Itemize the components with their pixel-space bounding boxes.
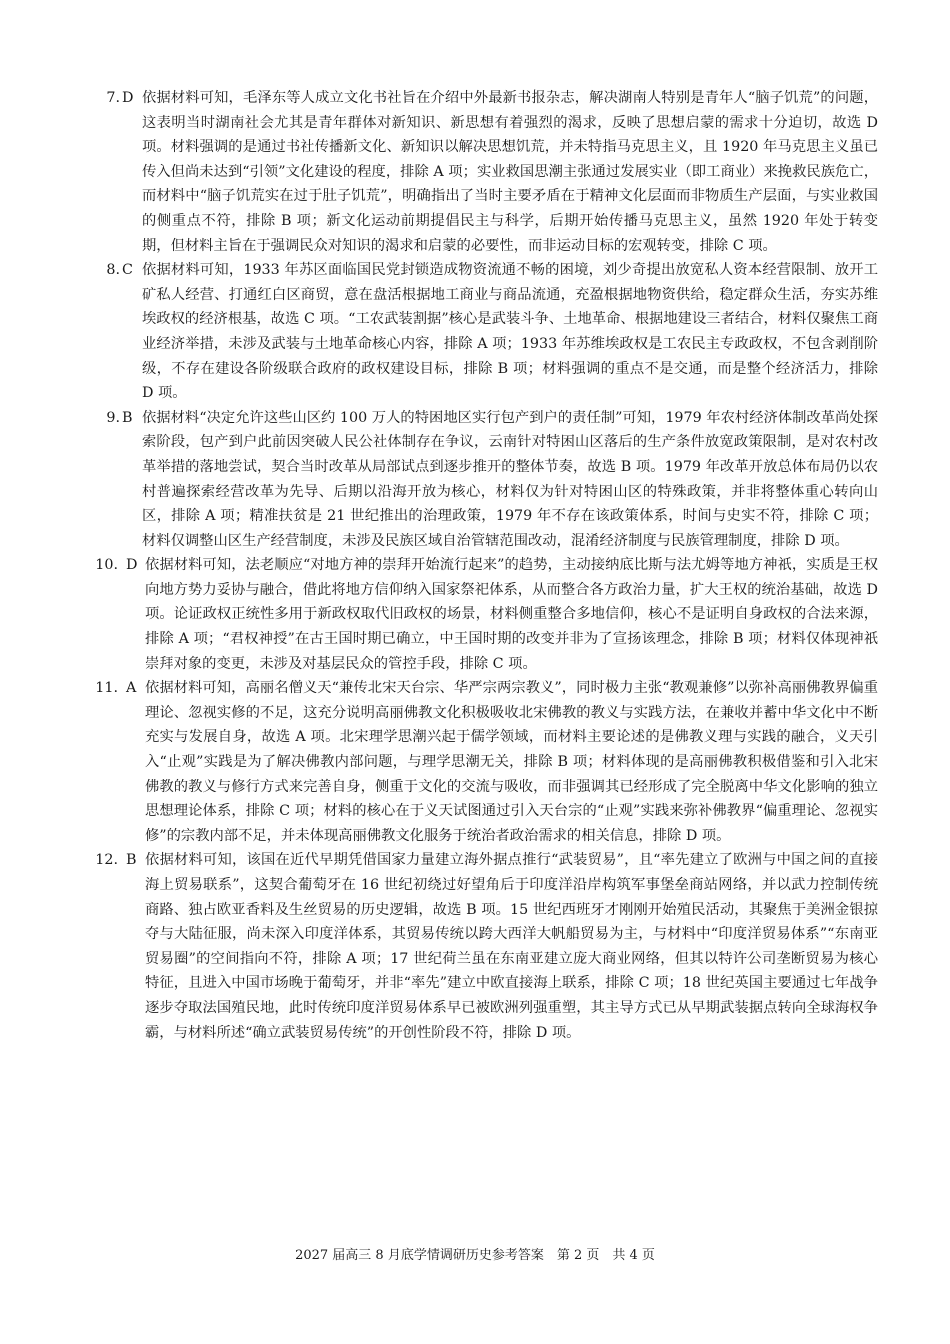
answer-item-8 (88, 258, 878, 406)
explanation-text: 依据材料可知，毛泽东等人成立文化书社旨在介绍中外最新书报杂志，解决湖南人特别是青年人“脑子饥荒”的问题，这表明当时湖南社会尤其是青年群体对新知识、新思想有着强烈的渴求，反映了思想启蒙的需求十分迫切，故选 D 项。材料强调的是通过书社传播新文化、新知识以解决思想饥荒，并未特指马克思主义，且 1920 年马克思主义虽已传入但尚未达到“引领”文化建设的程度，排除 A 项；实业救国思潮主张通过发展实业（即工商业）来挽救民族危亡，而材料中“脑子饥荒实在过于肚子饥荒”，明确指出了当时主要矛盾在于精神文化层面而非物质生产层面，与实业救国的侧重点不符，排除 B 项；新文化运动前期提倡民主与科学，后期开始传播马克思主义，虽然 1920 年处于转变期，但材料主旨在于强调民众对知识的渴求和启蒙的必要性，而非运动目标的宏观转变，排除 C 项。 (142, 90, 878, 254)
question-number: 12. (95, 852, 118, 869)
question-number: 8. (106, 262, 120, 279)
answer-item-11 (88, 676, 878, 848)
explanation-text: 依据材料可知，该国在近代早期凭借国家力量建立海外据点推行“武装贸易”，且“率先建立了欧洲与中国之间的直接海上贸易联系”，这契合葡萄牙在 16 世纪初绕过好望角后于印度洋沿岸构筑军事堡垒商站网络，并以武力控制传统商路、独占欧亚香料及生丝贸易的历史逻辑，故选 B 项。15 世纪西班牙才刚刚开始殖民活动，其聚焦于美洲金银掠夺与大陆征服，尚未深入印度洋体系，其贸易传统以跨大西洋大帆船贸易为主，与材料中“印度洋贸易体系”“东南亚贸易圈”的空间指向不符，排除 A 项；17 世纪荷兰虽在东南亚建立庞大商业网络，但其以特许公司垄断贸易为核心特征，且进入中国市场晚于葡萄牙，并非“率先”建立中欧直接海上联系，排除 C 项；18 世纪英国主要通过七年战争逐步夺取法国殖民地，此时传统印度洋贸易体系早已被欧洲列强重塑，其主导方式已从早期武装据点转向全球海权争霸，与材料所述“确立武装贸易传统”的开创性阶段不符，排除 D 项。 (145, 852, 878, 1041)
answer-letter: B (122, 409, 133, 426)
question-number: 11. (95, 680, 118, 697)
answer-letter: D (122, 90, 134, 106)
answer-item-10 (88, 553, 878, 676)
answer-letter: D (126, 557, 138, 574)
answer-letter: B (126, 852, 137, 869)
answer-item-9 (88, 406, 878, 554)
answer-item-12 (88, 848, 878, 1045)
answer-letter: C (122, 262, 133, 279)
question-number: 9. (106, 409, 120, 426)
page-footer: 2027 届高三 8 月底学情调研历史参考答案 第 2 页 共 4 页 (295, 1248, 655, 1263)
answer-item-7 (88, 86, 878, 258)
answer-list (88, 86, 878, 1045)
explanation-text: 依据材料可知，1933 年苏区面临国民党封锁造成物资流通不畅的困境，刘少奇提出放宽私人资本经营限制、放开工矿私人经营、打通红白区商贸，意在盘活根据地工商业与商品流通，充盈根据地物资供给，稳定群众生活，夯实苏维埃政权的经济根基，故选 C 项。“工农武装割据”核心是武装斗争、土地革命、根据地建设三者结合，材料仅聚焦工商业经济举措，未涉及武装与土地革命核心内容，排除 A 项；1933 年苏维埃政权是工农民主专政政权，不包含剥削阶级，不存在建设各阶级联合政府的政权建设目标，排除 B 项；材料强调的重点不是交通，而是整个经济活力，排除 D 项。 (142, 262, 878, 402)
answer-letter: A (126, 680, 137, 697)
question-number: 10. (95, 557, 118, 574)
explanation-text: 依据材料可知，法老顺应“对地方神的崇拜开始流行起来”的趋势，主动接纳底比斯与法尤姆等地方神祇，实质是王权向地方势力妥协与融合，借此将地方信仰纳入国家祭祀体系，从而整合各方政治力量，扩大王权的统治基础，故选 D 项。论证政权正统性多用于新政权取代旧政权的场景，材料侧重整合多地信仰，核心不是证明自身政权的合法来源，排除 A 项；“君权神授”在古王国时期已确立，中王国时期的改变并非为了宣扬该理念，排除 B 项；材料仅体现神祇崇拜对象的变更，未涉及对基层民众的管控手段，排除 C 项。 (145, 557, 878, 672)
explanation-text: 依据材料可知，高丽名僧义天“兼传北宋天台宗、华严宗两宗教义”，同时极力主张“教观兼修”以弥补高丽佛教界偏重理论、忽视实修的不足，这充分说明高丽佛教文化积极吸收北宋佛教的教义与实践方法，在兼收并蓄中华文化中不断充实与发展自身，故选 A 项。北宋理学思潮兴起于儒学领域，而材料主要论述的是佛教义理与实践的融合，义天引入“止观”实践是为了解决佛教内部问题，与理学思潮无关，排除 B 项；材料体现的是高丽佛教积极借鉴和引入北宋佛教的教义与修行方式来完善自身，侧重于文化的交流与吸收，而非强调其已经形成了完全脱离中华文化影响的独立思想理论体系，排除 C 项；材料的核心在于义天试图通过引入天台宗的“止观”实践来弥补佛教界“偏重理论、忽视实修”的宗教内部不足，并未体现高丽佛教文化服务于统治者政治需求的相关信息，排除 D 项。 (145, 680, 878, 844)
question-number: 7. (106, 90, 120, 106)
explanation-text: 依据材料“决定允许这些山区约 100 万人的特困地区实行包产到户的责任制”可知，1979 年农村经济体制改革尚处探索阶段，包产到户此前因突破人民公社体制存在争议，云南针对特困山区落后的生产条件放宽政策限制，是对农村改革举措的落地尝试，契合当时改革从局部试点到逐步推开的整体节奏，故选 B 项。1979 年改革开放总体布局仍以农村普遍探索经营改革为先导、后期以沿海开放为核心，材料仅为针对特困山区的特殊政策，并非将整体重心转向山区，排除 A 项；精准扶贫是 21 世纪推出的治理政策，1979 年不存在该政策体系，时间与史实不符，排除 C 项；材料仅调整山区生产经营制度，未涉及民族区域自治管辖范围改动，混淆经济制度与民族管理制度，排除 D 项。 (142, 409, 878, 549)
